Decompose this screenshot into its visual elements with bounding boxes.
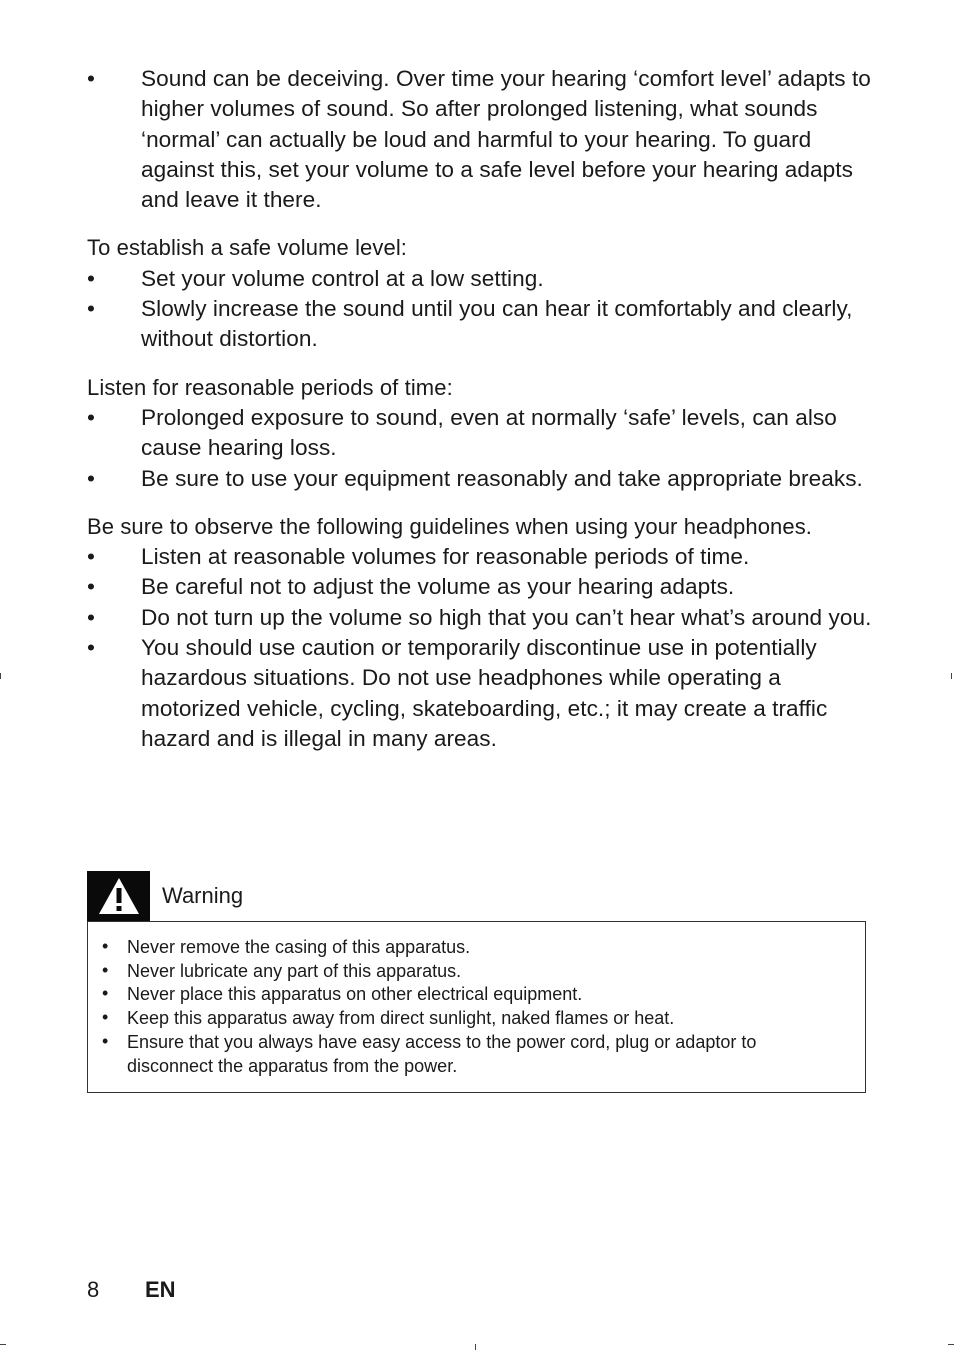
list-item: • Be sure to use your equipment reasonably and take appropriate breaks. bbox=[87, 464, 877, 494]
safe-volume-list bbox=[87, 264, 877, 355]
list-item: • You should use caution or temporarily discontinue use in potentially hazardous situations. Do not use headphones while operating a motorized vehicle, cycling, skateboarding, etc.; it may create a traffic hazard and is illegal in many areas. bbox=[87, 635, 828, 751]
list-item: • Sound can be deceiving. Over time your hearing ‘comfort level’ adapts to higher volumes of sound. So after prolonged listening, what sounds ‘normal’ can actually be loud and harmful to your hearing. To guard against this, set your volume to a safe level before your hearing adapts and leave it there. bbox=[87, 66, 871, 213]
list-item: • Be careful not to adjust the volume as your hearing adapts. bbox=[87, 572, 877, 602]
crop-mark bbox=[0, 1344, 6, 1345]
page-content bbox=[87, 64, 877, 754]
bullet-icon: • bbox=[87, 404, 95, 430]
list-item: • Do not turn up the volume so high that you can’t hear what’s around you. bbox=[87, 603, 877, 633]
guidelines-section bbox=[87, 512, 877, 754]
safe-volume-section bbox=[87, 233, 877, 354]
periods-list bbox=[87, 403, 877, 494]
section-heading: Listen for reasonable periods of time: bbox=[87, 374, 453, 400]
warning-list bbox=[102, 936, 845, 1078]
crop-mark bbox=[948, 1344, 954, 1345]
crop-mark bbox=[475, 1344, 476, 1350]
bullet-icon: • bbox=[102, 959, 109, 980]
bullet-icon: • bbox=[102, 936, 109, 956]
warning-header bbox=[87, 871, 866, 921]
bullet-icon: • bbox=[87, 296, 95, 322]
list-item: • Listen at reasonable volumes for reasonable periods of time. bbox=[87, 542, 877, 572]
warning-triangle-icon bbox=[97, 876, 141, 916]
section-heading: Be sure to observe the following guidelines when using your headphones. bbox=[87, 513, 813, 539]
periods-section bbox=[87, 373, 877, 494]
warning-box bbox=[87, 921, 866, 1093]
list-item: • Never lubricate any part of this apparatus. bbox=[102, 959, 462, 981]
warning-title: Warning bbox=[162, 883, 244, 908]
page-number: 8 bbox=[87, 1277, 100, 1302]
guidelines-list bbox=[87, 542, 877, 754]
bullet-icon: • bbox=[87, 635, 95, 661]
list-item: • Keep this apparatus away from direct sunlight, naked flames or heat. bbox=[102, 1007, 675, 1029]
language-code: EN bbox=[145, 1277, 176, 1302]
crop-mark bbox=[951, 673, 952, 679]
bullet-icon: • bbox=[102, 983, 109, 1004]
intro-list bbox=[87, 64, 877, 215]
list-item: • Never remove the casing of this apparatus. bbox=[102, 936, 471, 957]
list-item: • Prolonged exposure to sound, even at normally ‘safe’ levels, can also cause hearing loss. bbox=[87, 404, 837, 461]
list-item: • Ensure that you always have easy access to the power cord, plug or adaptor to disconnect the apparatus from the power. bbox=[102, 1030, 757, 1076]
bullet-icon: • bbox=[87, 265, 95, 291]
intro-section bbox=[87, 64, 877, 215]
warning-panel bbox=[87, 871, 866, 1093]
crop-mark bbox=[0, 673, 1, 679]
list-item: • Slowly increase the sound until you can hear it comfortably and clearly, without distortion. bbox=[87, 296, 853, 352]
page-footer bbox=[87, 1277, 176, 1303]
bullet-icon: • bbox=[87, 574, 95, 600]
list-item: • Set your volume control at a low setting. bbox=[87, 264, 877, 294]
bullet-icon: • bbox=[87, 66, 95, 91]
bullet-icon: • bbox=[87, 604, 95, 630]
bullet-icon: • bbox=[87, 544, 95, 570]
bullet-icon: • bbox=[87, 465, 95, 491]
warning-tab bbox=[87, 871, 150, 921]
bullet-icon: • bbox=[102, 1007, 109, 1028]
section-heading: To establish a safe volume level: bbox=[87, 235, 408, 261]
bullet-icon: • bbox=[102, 1030, 109, 1051]
list-item: • Never place this apparatus on other electrical equipment. bbox=[102, 983, 583, 1005]
